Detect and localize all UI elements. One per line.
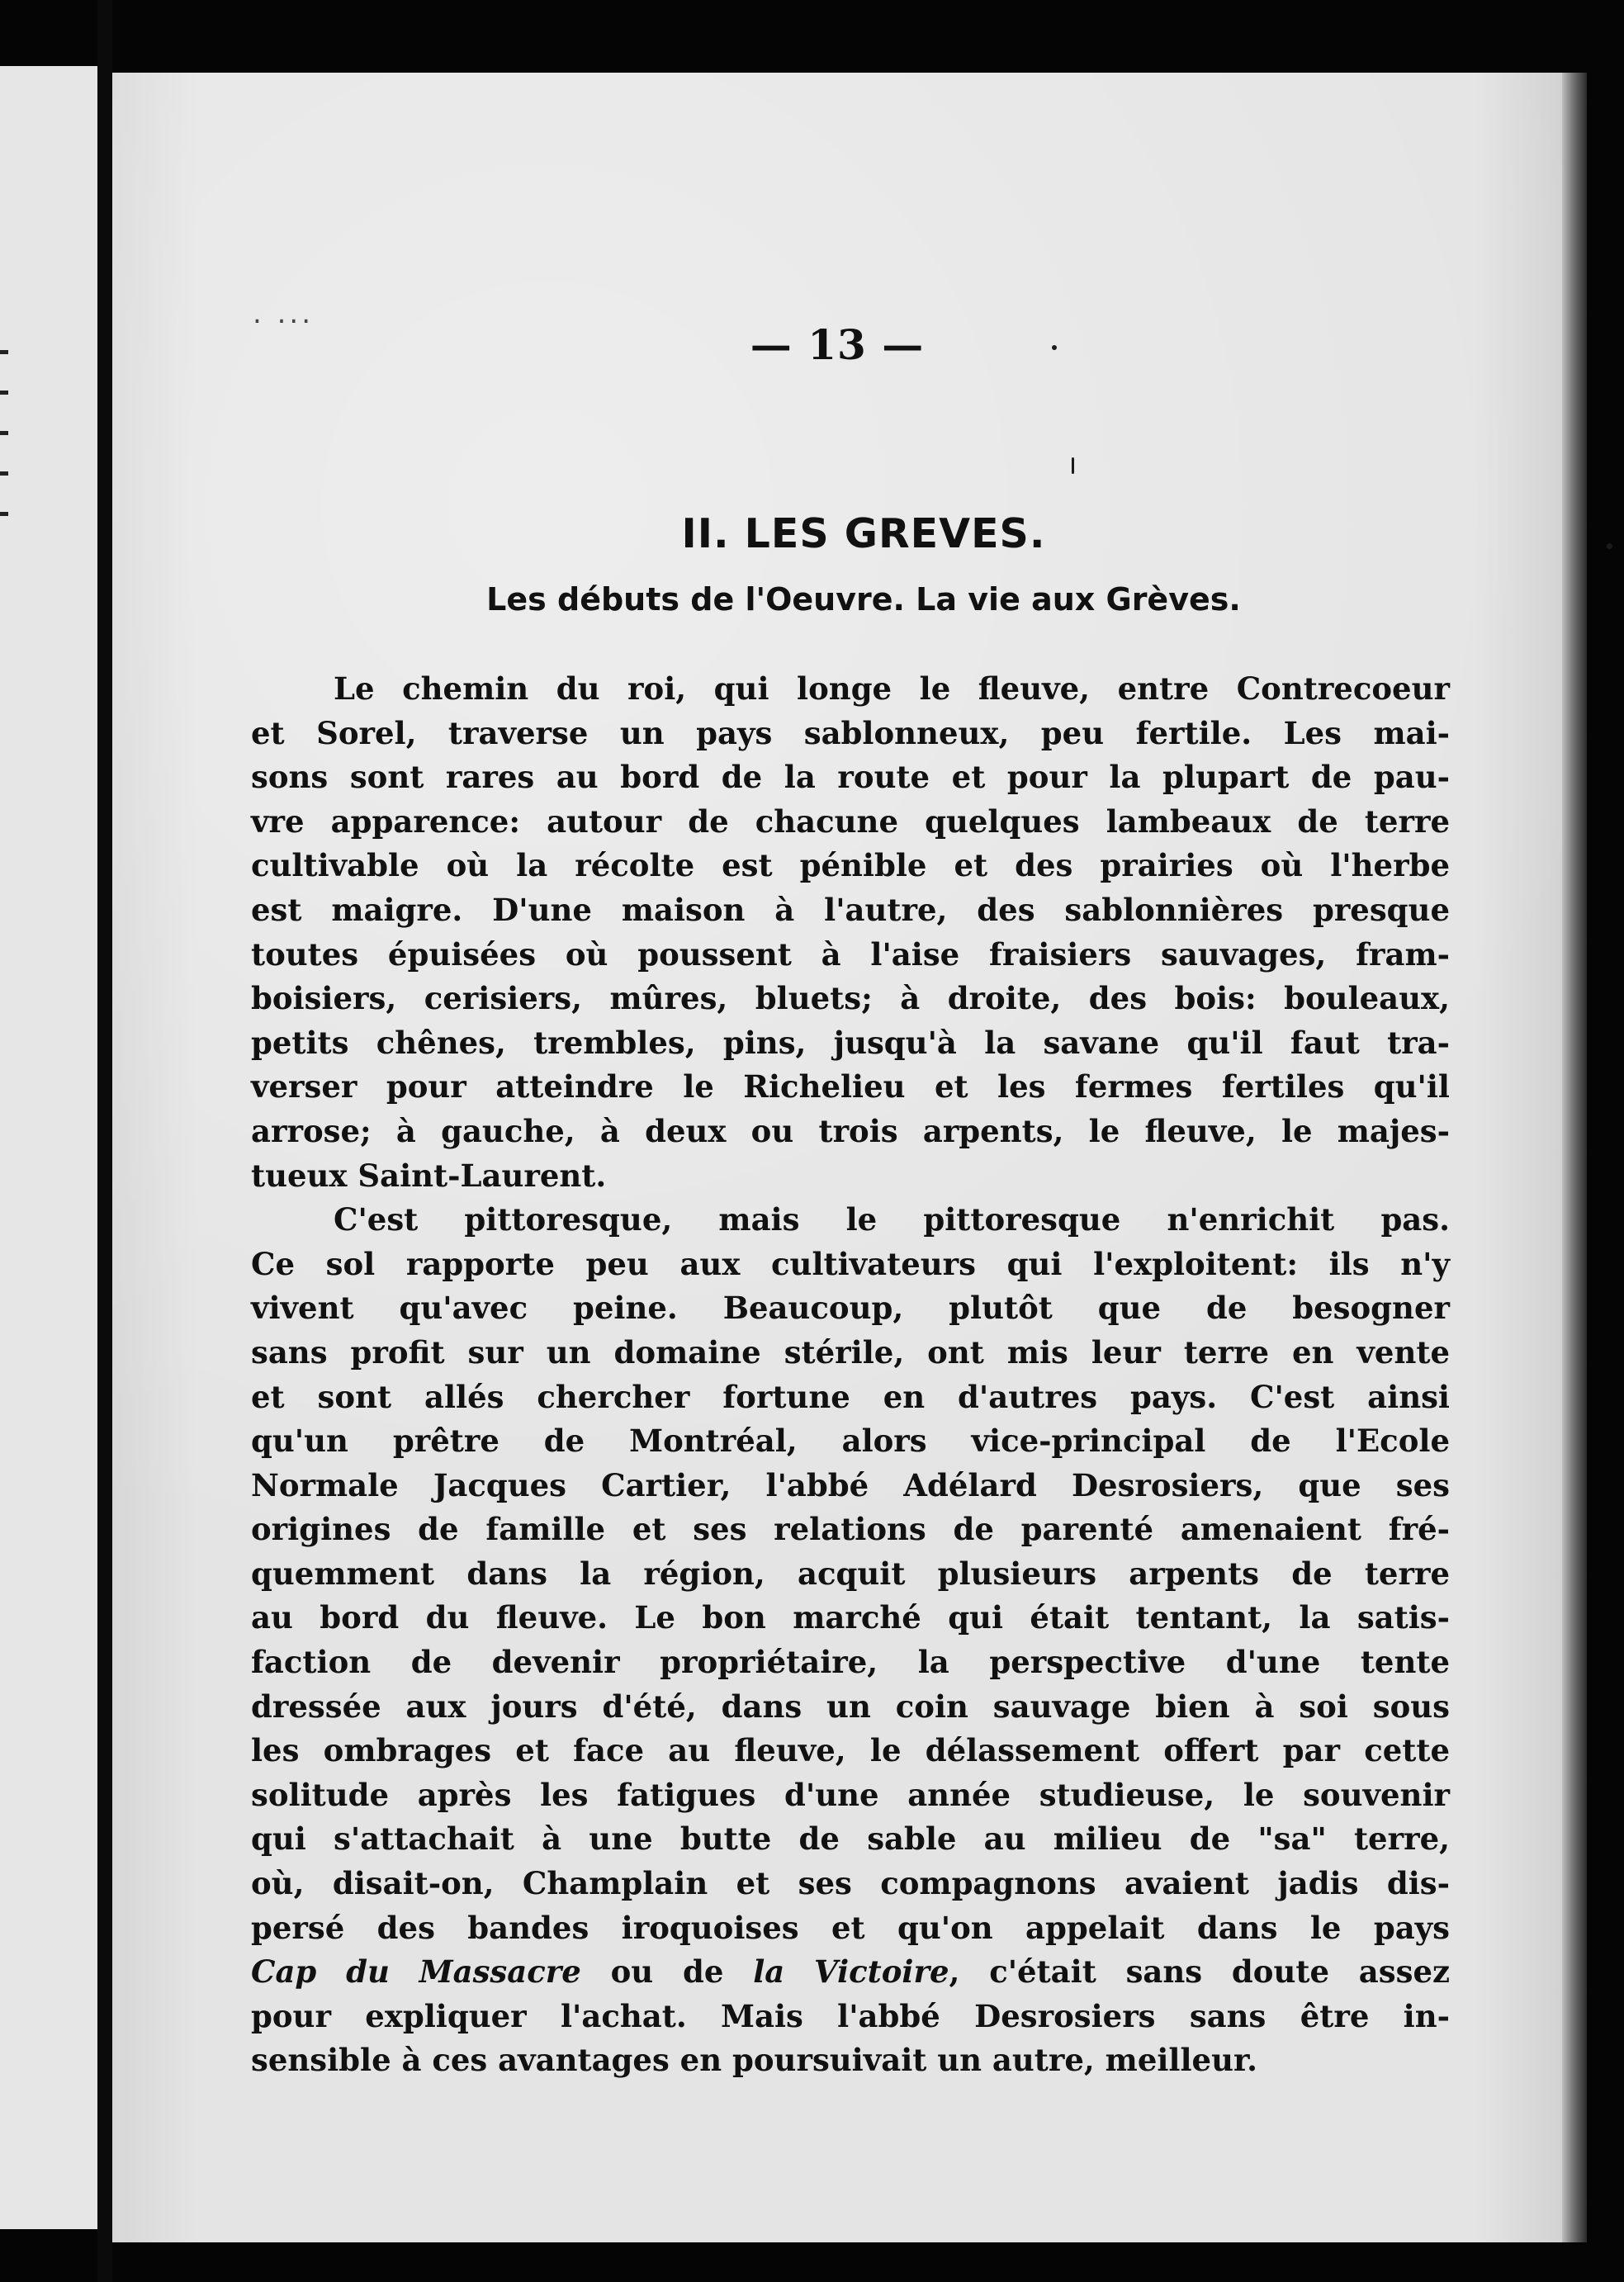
text-line: verser pour atteindre le Richelieu et les fermes fertiles qu'il (251, 1068, 1450, 1105)
connector-text: ou de (580, 1953, 754, 1991)
chapter-title: II. LES GREVES. (681, 510, 1046, 557)
text-line: pour expliquer l'achat. Mais l'abbé Desrosiers sans être in- (251, 1997, 1450, 2034)
speck (1052, 345, 1057, 350)
text-line: dressée aux jours d'été, dans un coin sauvage bien à soi sous (251, 1688, 1450, 1725)
speck (1072, 457, 1074, 474)
text-line: sensible à ces avantages en poursuivait un autre, meilleur. (251, 2042, 1257, 2079)
previous-page-edge (0, 66, 106, 2229)
previous-page-text-fragments (0, 314, 15, 627)
text-line: boisiers, cerisiers, mûres, bluets; à droite, des bois: bouleaux, (251, 980, 1450, 1017)
text-line: est maigre. D'une maison à l'autre, des sablonnières presque (251, 891, 1450, 928)
text-line: et sont allés chercher fortune en d'autres pays. C'est ainsi (251, 1378, 1450, 1415)
speck (1607, 543, 1612, 549)
text-line: au bord du fleuve. Le bon marché qui était tentant, la satis- (251, 1599, 1450, 1636)
text-line: vivent qu'avec peine. Beaucoup, plutôt que de besogner (251, 1290, 1450, 1327)
text-line: solitude après les fatigues d'une année studieuse, le souvenir (251, 1776, 1450, 1813)
text-line: Le chemin du roi, qui longe le fleuve, entre Contrecoeur (334, 670, 1450, 707)
stray-marks: . ... (253, 297, 315, 330)
text-line: quemment dans la région, acquit plusieurs arpents de terre (251, 1555, 1450, 1592)
text-line: origines de famille et ses relations de parenté amenaient fré- (251, 1511, 1450, 1548)
text-line: petits chênes, trembles, pins, jusqu'à la savane qu'il faut tra- (251, 1024, 1450, 1061)
place-name-la-victoire: la Victoire (753, 1953, 949, 1991)
text-line: cultivable où la récolte est pénible et des prairies où l'herbe (251, 847, 1450, 884)
page-number: — 13 — (750, 320, 925, 369)
text-line: faction de devenir propriétaire, la perspective d'une tente (251, 1644, 1450, 1681)
text-line: qui s'attachait à une butte de sable au milieu de "sa" terre, (251, 1820, 1450, 1858)
text-line: toutes épuisées où poussent à l'aise fraisiers sauvages, fram- (251, 935, 1450, 973)
text-line: et Sorel, traverse un pays sablonneux, peu fertile. Les mai- (251, 714, 1450, 751)
text-line: qu'un prêtre de Montréal, alors vice-principal de l'Ecole (251, 1423, 1450, 1460)
text-line: où, disait-on, Champlain et ses compagnons avaient jadis dis- (251, 1865, 1450, 1902)
text-line: Normale Jacques Cartier, l'abbé Adélard Desrosiers, que ses (251, 1466, 1450, 1503)
text-line: sans profit sur un domaine stérile, ont mis leur terre en vente (251, 1333, 1450, 1371)
line-rest: , c'était sans doute assez (949, 1953, 1450, 1991)
place-name-cap-du-massacre: Cap du Massacre (251, 1953, 581, 1991)
text-line: tueux Saint-Laurent. (251, 1157, 607, 1194)
scanned-page (112, 73, 1562, 2242)
text-line-italic-places (251, 1950, 1450, 1995)
page-right-edge (1562, 73, 1587, 2242)
text-line: vre apparence: autour de chacune quelques lambeaux de terre (251, 802, 1450, 840)
text-line: sons sont rares au bord de la route et pour la plupart de pau- (251, 759, 1450, 796)
text-line: C'est pittoresque, mais le pittoresque n'enrichit pas. (334, 1201, 1450, 1238)
chapter-subtitle: Les débuts de l'Oeuvre. La vie aux Grèves. (486, 581, 1241, 618)
text-line: arrose; à gauche, à deux ou trois arpents, le fleuve, le majes- (251, 1112, 1450, 1149)
book-gutter (97, 0, 112, 2282)
text-line: persé des bandes iroquoises et qu'on appelait dans le pays (251, 1909, 1450, 1946)
text-line: les ombrages et face au fleuve, le délassement offert par cette (251, 1732, 1450, 1769)
body-text (251, 667, 1450, 2083)
text-line: Ce sol rapporte peu aux cultivateurs qui l'exploitent: ils n'y (251, 1245, 1450, 1282)
